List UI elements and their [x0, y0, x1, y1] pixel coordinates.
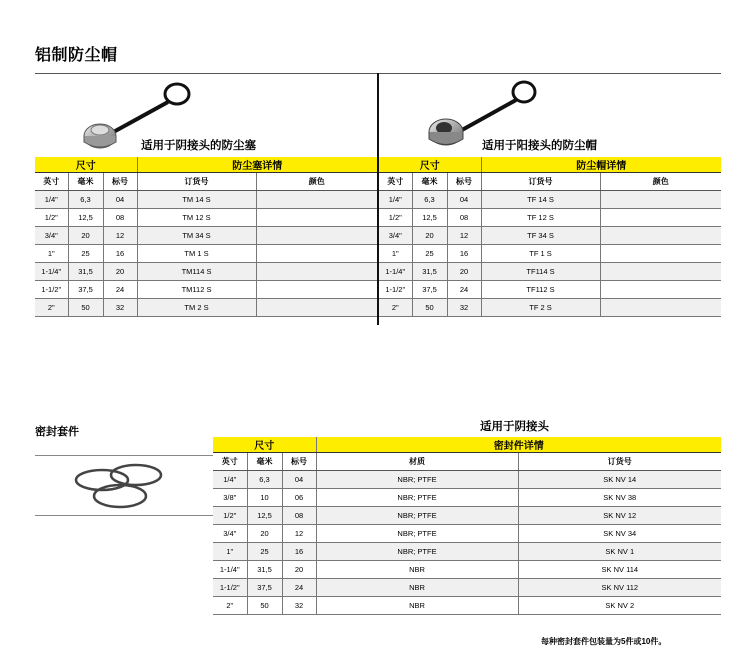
table-cell: TF 1 S: [481, 245, 600, 263]
table-cell: 1": [213, 543, 247, 561]
table-cell: 25: [247, 543, 282, 561]
table-cell: 6,3: [412, 191, 447, 209]
table-cell: 6,3: [247, 471, 282, 489]
table-cell: SK NV 112: [518, 579, 721, 597]
table-cell: [256, 281, 377, 299]
col-inch: 英寸: [35, 173, 68, 191]
table-cell: 04: [447, 191, 481, 209]
table-cell: [600, 191, 721, 209]
table-cell: SK NV 34: [518, 525, 721, 543]
table-cell: 20: [103, 263, 137, 281]
table-cell: 50: [68, 299, 103, 317]
table-row: [213, 561, 721, 579]
col-code: 标号: [447, 173, 481, 191]
table-cell: TM112 S: [137, 281, 256, 299]
table-cell: [600, 245, 721, 263]
col-mm: 毫米: [247, 453, 282, 471]
dust-plug-table: [35, 157, 377, 317]
table-cell: SK NV 2: [518, 597, 721, 615]
table-cell: TF 2 S: [481, 299, 600, 317]
table-row: [213, 525, 721, 543]
right-caption: 适用于阳接头的防尘帽: [482, 140, 597, 152]
table-cell: 12: [447, 227, 481, 245]
table-cell: 12,5: [247, 507, 282, 525]
table-row: [35, 191, 377, 209]
table-cell: [600, 299, 721, 317]
table-cell: NBR: [316, 597, 518, 615]
table-cell: SK NV 14: [518, 471, 721, 489]
table-cell: 1/2": [379, 209, 412, 227]
table-cell: 1/2": [213, 507, 247, 525]
seal-kit-caption: 适用于阴接头: [480, 421, 549, 433]
table-row: [213, 489, 721, 507]
table-cell: NBR; PTFE: [316, 471, 518, 489]
table-cell: TM 12 S: [137, 209, 256, 227]
column-header-row: [35, 173, 377, 191]
table-cell: 2": [35, 299, 68, 317]
table-cell: NBR; PTFE: [316, 543, 518, 561]
table-cell: 32: [282, 597, 316, 615]
table-cell: 1": [379, 245, 412, 263]
table-cell: 25: [68, 245, 103, 263]
table-cell: 50: [412, 299, 447, 317]
size-group-header: 尺寸: [213, 437, 316, 453]
table-row: [35, 227, 377, 245]
table-cell: TF 14 S: [481, 191, 600, 209]
table-cell: NBR: [316, 561, 518, 579]
table-cell: 1-1/2": [379, 281, 412, 299]
table-cell: 08: [282, 507, 316, 525]
table-cell: 20: [282, 561, 316, 579]
table-row: [379, 245, 721, 263]
table-cell: 1": [35, 245, 68, 263]
table-cell: 1-1/4": [379, 263, 412, 281]
table-cell: TF 12 S: [481, 209, 600, 227]
table-row: [35, 209, 377, 227]
table-cell: 1/4": [213, 471, 247, 489]
table-cell: 20: [247, 525, 282, 543]
table-cell: 1/4": [35, 191, 68, 209]
table-cell: 08: [103, 209, 137, 227]
table-cell: [256, 299, 377, 317]
table-cell: SK NV 114: [518, 561, 721, 579]
table-cell: [256, 209, 377, 227]
table-cell: 24: [103, 281, 137, 299]
left-caption: 适用于阴接头的防尘塞: [141, 140, 256, 152]
table-cell: 3/4": [213, 525, 247, 543]
col-code: 标号: [282, 453, 316, 471]
table-cell: 25: [412, 245, 447, 263]
col-inch: 英寸: [379, 173, 412, 191]
detail-group-header: 密封件详情: [316, 437, 721, 453]
table-cell: 12,5: [68, 209, 103, 227]
seal-rings-image: [74, 458, 170, 510]
table-cell: 1-1/4": [35, 263, 68, 281]
packaging-note: 每种密封套件包装量为5件或10件。: [541, 637, 667, 646]
table-cell: 3/8": [213, 489, 247, 507]
table-cell: 1-1/4": [213, 561, 247, 579]
table-cell: 3/4": [35, 227, 68, 245]
table-row: [35, 245, 377, 263]
table-cell: 24: [447, 281, 481, 299]
table-cell: SK NV 12: [518, 507, 721, 525]
table-row: [35, 281, 377, 299]
col-code: 标号: [103, 173, 137, 191]
table-row: [379, 281, 721, 299]
seal-kit-table: [213, 437, 721, 615]
size-group-header: 尺寸: [379, 157, 481, 173]
table-cell: [600, 227, 721, 245]
table-cell: TM 34 S: [137, 227, 256, 245]
table-row: [379, 209, 721, 227]
table-cell: 04: [103, 191, 137, 209]
table-cell: [600, 263, 721, 281]
table-row: [379, 299, 721, 317]
table-row: [379, 191, 721, 209]
seal-left-top-rule: [35, 455, 213, 456]
table-cell: 06: [282, 489, 316, 507]
detail-group-header: 防尘塞详情: [137, 157, 377, 173]
table-cell: TM 1 S: [137, 245, 256, 263]
table-cell: 37,5: [412, 281, 447, 299]
table-cell: 2": [213, 597, 247, 615]
table-cell: 2": [379, 299, 412, 317]
column-header-row: [379, 173, 721, 191]
table-cell: 32: [103, 299, 137, 317]
dust-cap-table: [379, 157, 721, 317]
col-mm: 毫米: [68, 173, 103, 191]
table-cell: [256, 245, 377, 263]
table-cell: 20: [412, 227, 447, 245]
table-cell: 16: [282, 543, 316, 561]
col-order-no: 订货号: [518, 453, 721, 471]
detail-group-header: 防尘帽详情: [481, 157, 721, 173]
col-order-no: 订货号: [481, 173, 600, 191]
table-cell: 1-1/2": [213, 579, 247, 597]
table-cell: TF114 S: [481, 263, 600, 281]
table-row: [35, 263, 377, 281]
col-order-no: 订货号: [137, 173, 256, 191]
table-cell: TF112 S: [481, 281, 600, 299]
col-material: 材质: [316, 453, 518, 471]
table-cell: 6,3: [68, 191, 103, 209]
table-cell: 10: [247, 489, 282, 507]
table-cell: SK NV 1: [518, 543, 721, 561]
col-inch: 英寸: [213, 453, 247, 471]
table-cell: 31,5: [412, 263, 447, 281]
table-cell: 50: [247, 597, 282, 615]
table-cell: 04: [282, 471, 316, 489]
table-row: [213, 543, 721, 561]
size-group-header: 尺寸: [35, 157, 137, 173]
table-row: [213, 507, 721, 525]
page-title: 铝制防尘帽: [35, 47, 118, 64]
table-cell: [256, 263, 377, 281]
seal-kit-title: 密封套件: [35, 426, 79, 438]
table-row: [213, 597, 721, 615]
table-row: [379, 227, 721, 245]
table-cell: 20: [68, 227, 103, 245]
table-cell: 31,5: [68, 263, 103, 281]
table-cell: 12,5: [412, 209, 447, 227]
table-cell: [256, 227, 377, 245]
table-cell: 16: [103, 245, 137, 263]
table-cell: NBR; PTFE: [316, 489, 518, 507]
table-cell: [256, 191, 377, 209]
table-cell: TF 34 S: [481, 227, 600, 245]
col-color: 颜色: [600, 173, 721, 191]
table-cell: 1/4": [379, 191, 412, 209]
table-cell: 16: [447, 245, 481, 263]
table-cell: 32: [447, 299, 481, 317]
table-cell: 31,5: [247, 561, 282, 579]
table-cell: 37,5: [68, 281, 103, 299]
table-row: [213, 471, 721, 489]
seal-left-bottom-rule: [35, 515, 213, 516]
table-cell: SK NV 38: [518, 489, 721, 507]
table-cell: [600, 281, 721, 299]
table-cell: 12: [282, 525, 316, 543]
table-cell: 12: [103, 227, 137, 245]
table-cell: 37,5: [247, 579, 282, 597]
table-cell: NBR; PTFE: [316, 525, 518, 543]
table-cell: [600, 209, 721, 227]
table-cell: TM114 S: [137, 263, 256, 281]
table-cell: 1/2": [35, 209, 68, 227]
table-cell: 20: [447, 263, 481, 281]
col-color: 颜色: [256, 173, 377, 191]
table-cell: 3/4": [379, 227, 412, 245]
table-row: [379, 263, 721, 281]
table-cell: NBR; PTFE: [316, 507, 518, 525]
table-row: [213, 579, 721, 597]
table-cell: 24: [282, 579, 316, 597]
column-header-row: [213, 453, 721, 471]
table-cell: NBR: [316, 579, 518, 597]
table-cell: 08: [447, 209, 481, 227]
table-cell: 1-1/2": [35, 281, 68, 299]
table-row: [35, 299, 377, 317]
col-mm: 毫米: [412, 173, 447, 191]
table-cell: TM 14 S: [137, 191, 256, 209]
table-cell: TM 2 S: [137, 299, 256, 317]
